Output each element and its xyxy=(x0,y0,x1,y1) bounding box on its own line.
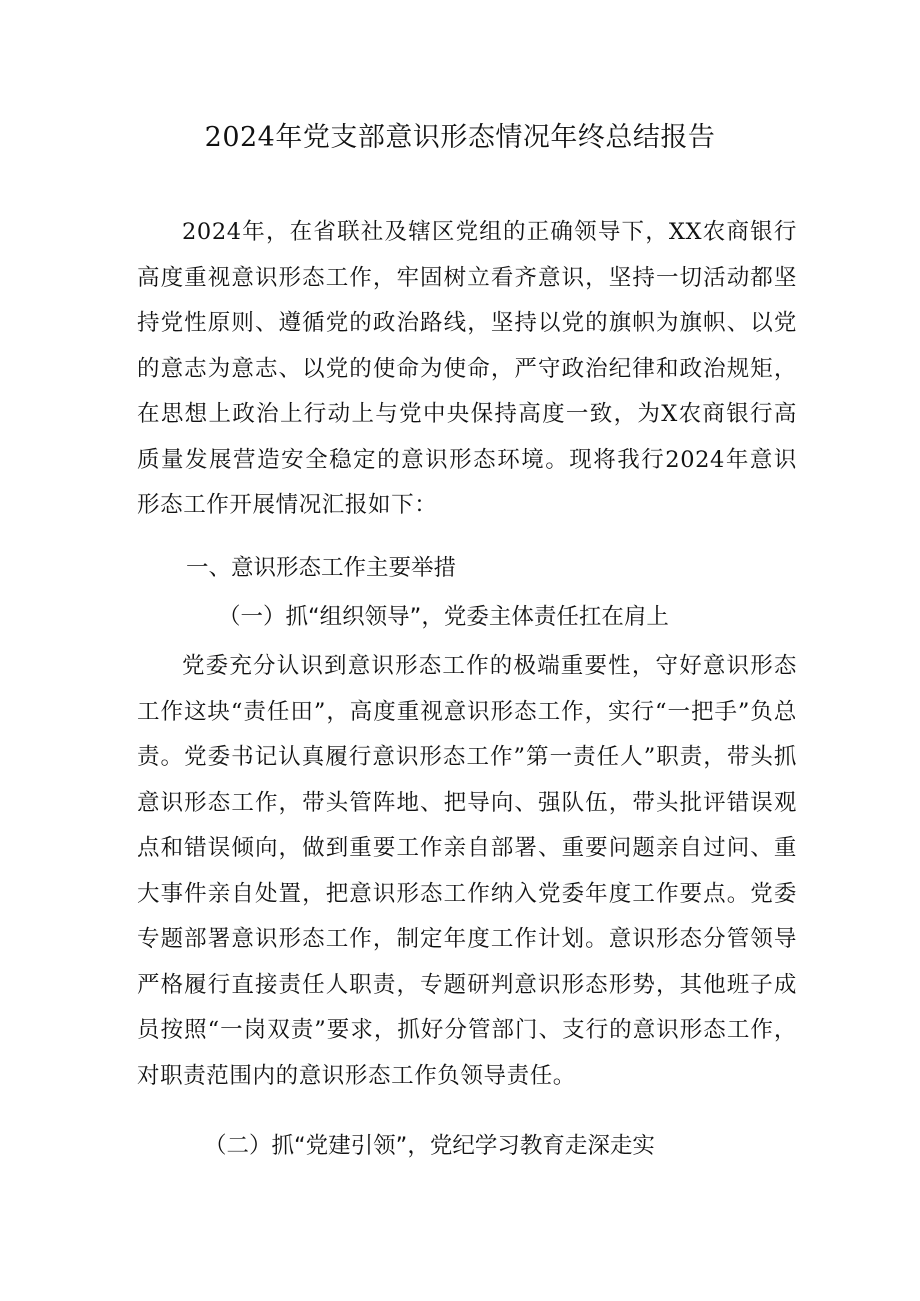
subsection-1-paragraph: 党委充分认识到意识形态工作的极端重要性，守好意识形态工作这块“责任田”，高度重视意识形态工作，实行“一把手”负总责。党委书记认真履行意识形态工作”第一责任人”职责，带头抓意识形态工作，带头管阵地、把导向、强队伍，带头批评错误观点和错误倾向，做到重要工作亲自部署、重要问题亲自过问、重大事件亲自处置，把意识形态工作纳入党委年度工作要点。党委专题部署意识形态工作，制定年度工作计划。意识形态分管领导严格履行直接责任人职责，专题研判意识形态形势，其他班子成员按照“一岗双责”要求，抓好分管部门、支行的意识形态工作，对职责范围内的意识形态工作负领导责任。 xyxy=(137,653,797,1089)
subsection-heading-2: （二）抓“党建引领”，党纪学习教育走深走实 xyxy=(204,1133,655,1159)
section-heading-1: 一、意识形态工作主要举措 xyxy=(186,555,457,581)
document-title: 2024年党支部意识形态情况年终总结报告 xyxy=(204,122,716,153)
subsection-heading-1: （一）抓“组织领导”，党委主体责任扛在肩上 xyxy=(218,604,669,630)
intro-paragraph: 2024年，在省联社及辖区党组的正确领导下，XX农商银行高度重视意识形态工作，牢固树立看齐意识，坚持一切活动都坚持党性原则、遵循党的政治路线，坚持以党的旗帜为旗帜、以党的意志为意志、以党的使命为使命，严守政治纪律和政治规矩，在思想上政治上行动上与党中央保持高度一致，为X农商银行高质量发展营造安全稳定的意识形态环境。现将我行2024年意识形态工作开展情况汇报如下： xyxy=(137,219,797,518)
